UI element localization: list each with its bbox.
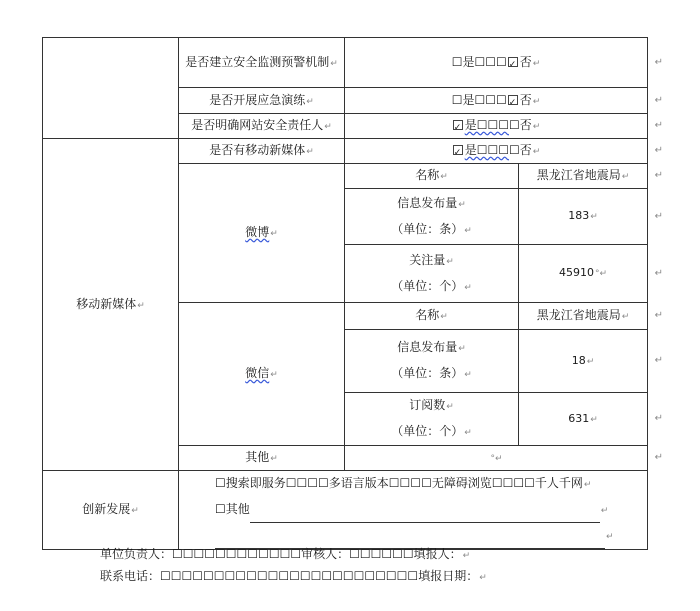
newmedia-question-label: 是否有移动新媒体↵ xyxy=(179,139,345,164)
drill-value[interactable]: ☐是☐☐☐✓ 否↵ ↵ xyxy=(345,88,648,114)
footer-line-2: 联系电话：☐☐☐☐☐☐☐☐☐☐☐☐☐☐☐☐☐☐☐☐☐☐☐☐填报日期：↵ xyxy=(100,569,487,583)
weibo-label-cell: 微博↵ xyxy=(179,164,345,303)
weibo-posts-label: 信息发布量↵ （单位：条）↵ xyxy=(345,189,519,245)
weibo-name-header: 名称↵ xyxy=(345,164,519,189)
wechat-subs-label: 订阅数↵ （单位：个）↵ xyxy=(345,393,519,446)
innovation-options[interactable]: ☐搜索即服务☐☐☐☐多语言版本☐☐☐☐无障碍浏览☐☐☐☐千人千网↵ ☐其他 ↵ ↵ xyxy=(179,471,648,550)
checkbox-checked-icon[interactable] xyxy=(453,145,463,155)
checkbox-checked-icon[interactable] xyxy=(453,120,463,130)
wechat-name-header: 名称↵ xyxy=(345,303,519,330)
checkbox-checked-icon[interactable] xyxy=(508,95,518,105)
weibo-org-name: 黑龙江省地震局↵ ↵ xyxy=(519,164,648,189)
report-table xyxy=(42,37,664,550)
innovation-label: 创新发展↵ xyxy=(43,471,179,550)
monitoring-value[interactable]: ☐是☐☐☐✓ 否↵ ↵ xyxy=(345,38,648,88)
drill-label: 是否开展应急演练↵ xyxy=(179,88,345,114)
weibo-followers-label: 关注量↵ （单位：个）↵ xyxy=(345,245,519,303)
responsible-value[interactable]: ✓ 是☐☐☐☐否↵ ↵ xyxy=(345,114,648,139)
wechat-subs-value: 631↵ ↵ xyxy=(519,393,648,446)
weibo-followers-value: 45910°↵ ↵ xyxy=(519,245,648,303)
wechat-posts-value: 18↵ ↵ xyxy=(519,330,648,393)
other-value[interactable]: °↵ ↵ xyxy=(345,446,648,471)
monitoring-label: 是否建立安全监测预警机制↵ xyxy=(179,38,345,88)
footer-line-1: 单位负责人：☐☐☐☐☐☐☐☐☐☐☐☐审核人：☐☐☐☐☐☐填报人：↵ xyxy=(100,547,471,561)
responsible-label: 是否明确网站安全责任人↵ xyxy=(179,114,345,139)
section-newmedia-cell: 移动新媒体↵ xyxy=(43,139,179,471)
wechat-org-name: 黑龙江省地震局↵ ↵ xyxy=(519,303,648,330)
checkbox-checked-icon[interactable] xyxy=(508,57,518,67)
newmedia-question-value[interactable]: ✓ 是☐☐☐☐否↵ ↵ xyxy=(345,139,648,164)
wechat-label-cell: 微信↵ xyxy=(179,303,345,446)
section-security-cell xyxy=(43,38,179,139)
other-label: 其他↵ xyxy=(179,446,345,471)
wechat-posts-label: 信息发布量↵ （单位：条）↵ xyxy=(345,330,519,393)
weibo-posts-value: 183↵ ↵ xyxy=(519,189,648,245)
